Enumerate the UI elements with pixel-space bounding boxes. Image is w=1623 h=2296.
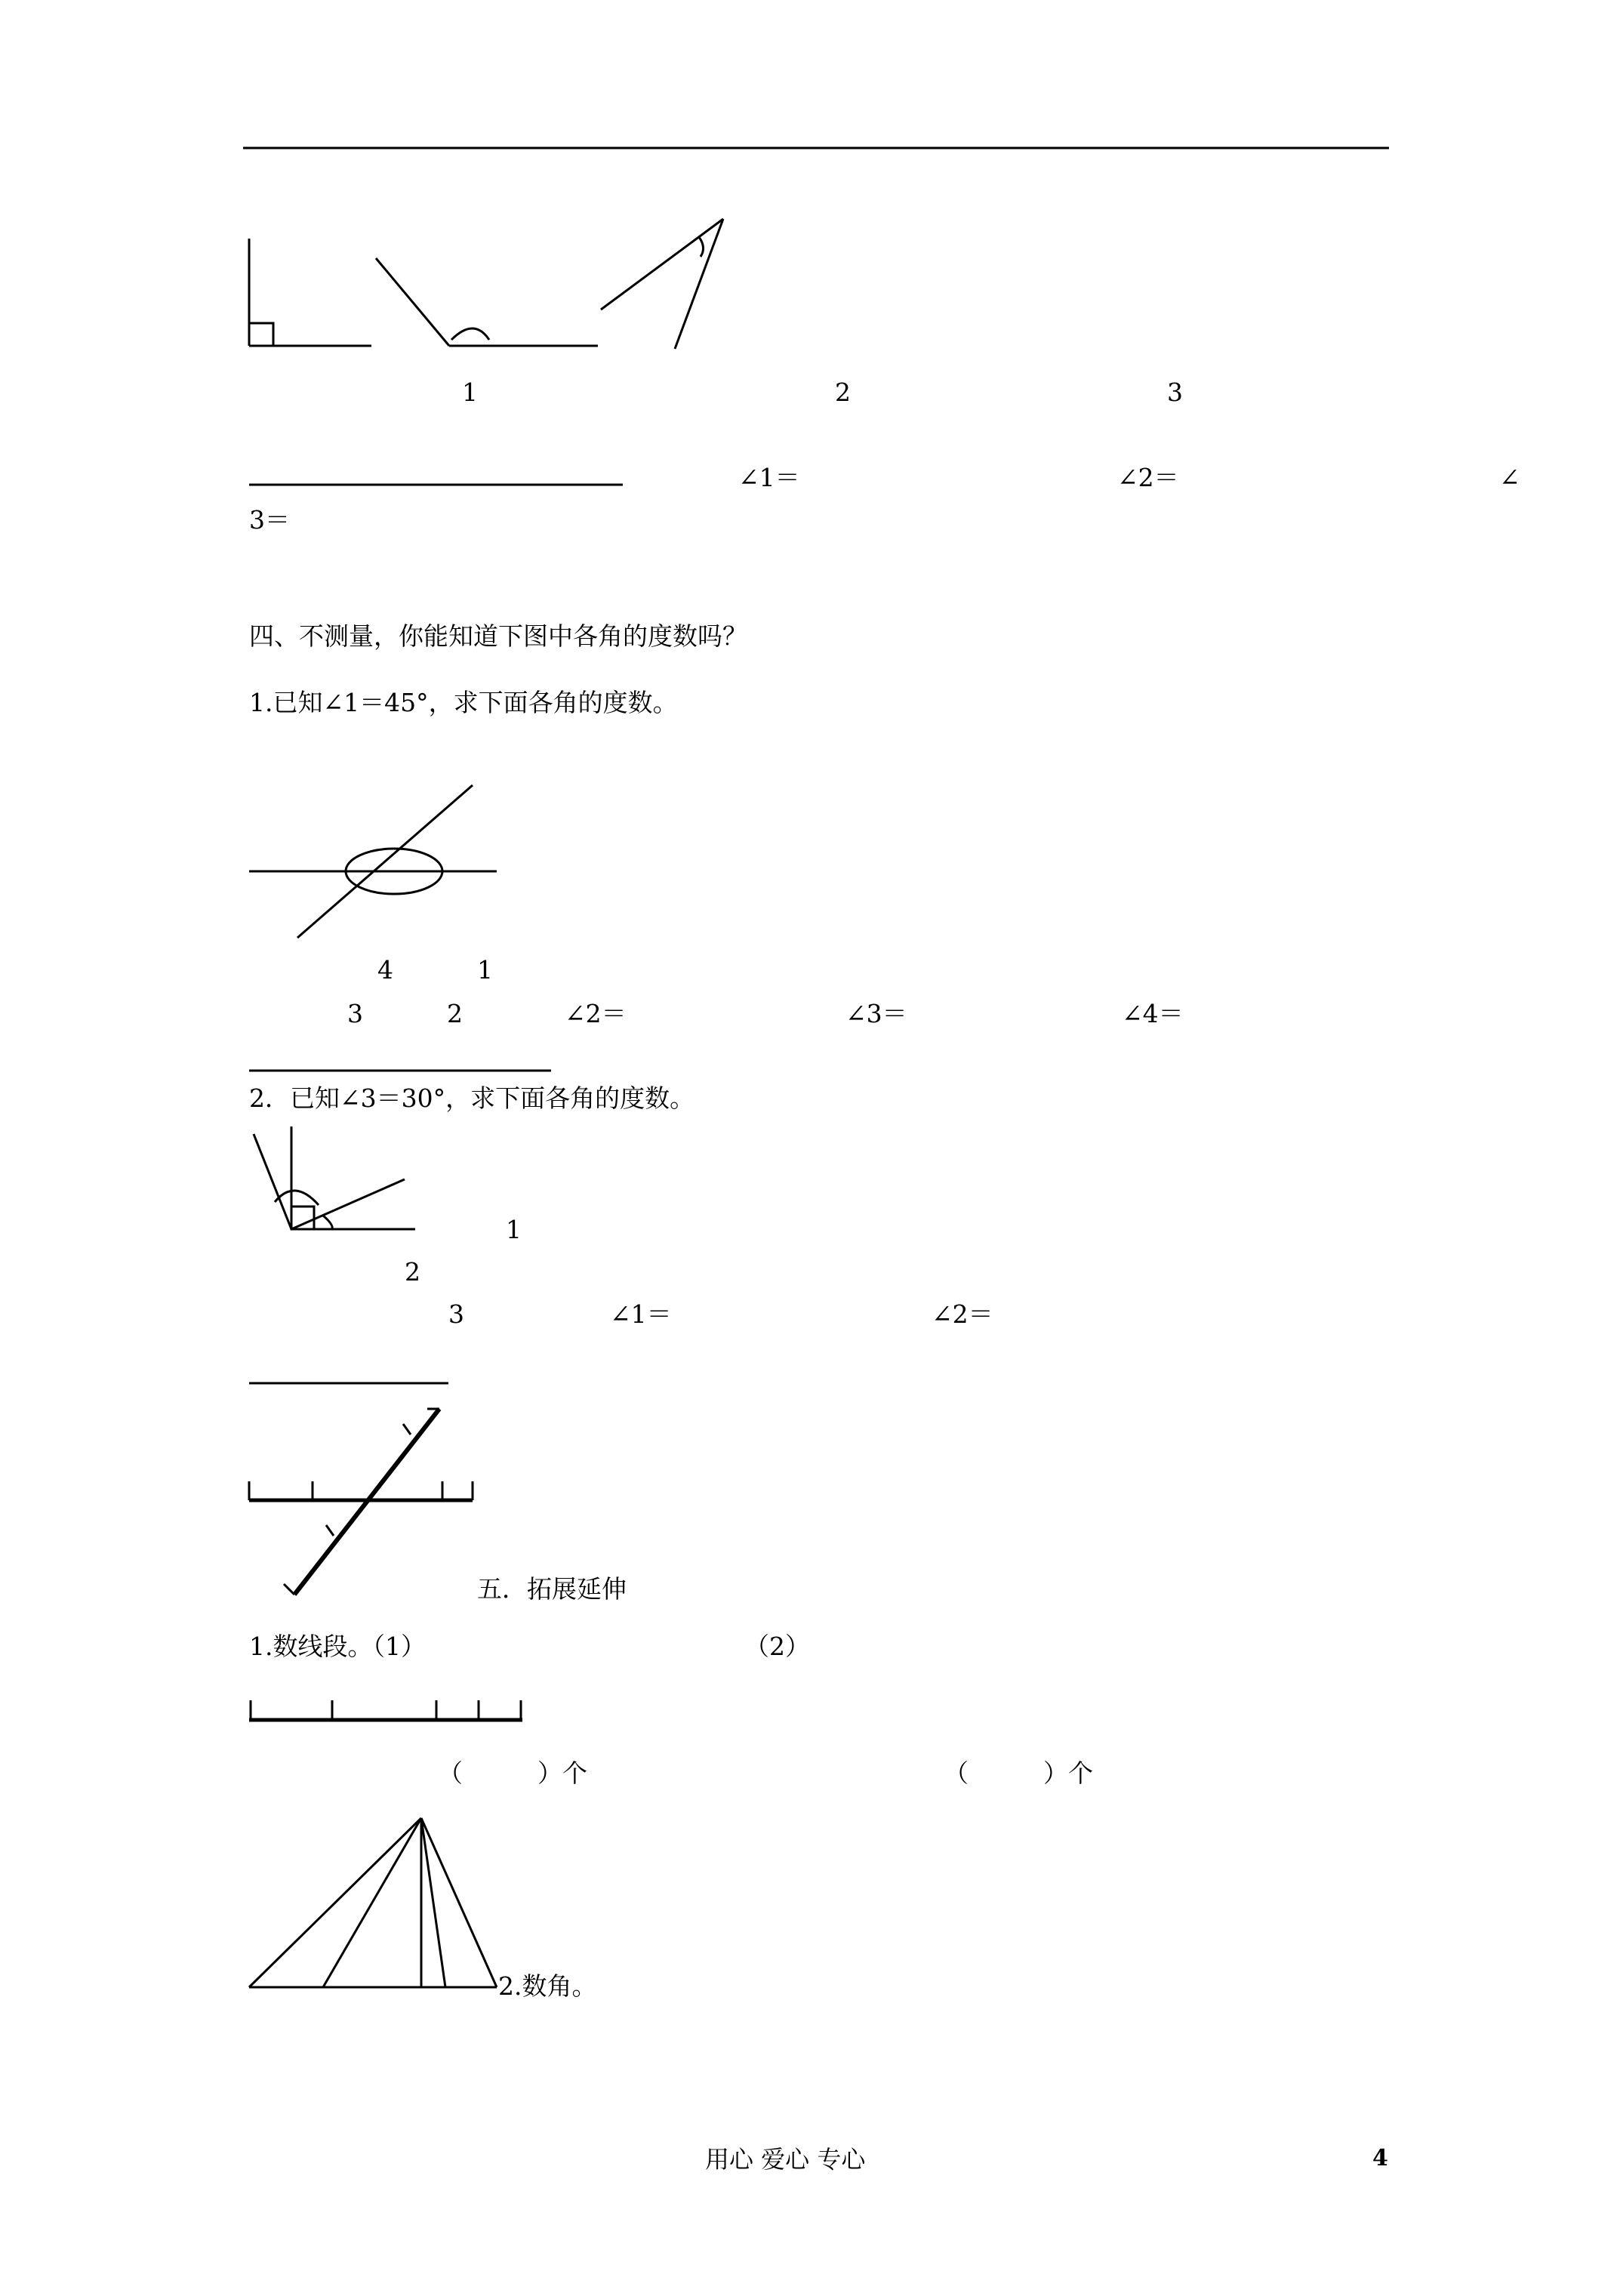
section-heading-4: 四、不测量，你能知道下图中各角的度数吗？: [249, 621, 747, 651]
question-4-1: 1.已知∠1＝45°，求下面各角的度数。: [249, 688, 678, 717]
angle-label-4: 4: [377, 955, 393, 985]
angle-label-3: 3: [448, 1299, 464, 1329]
count-blank-2: （ ）个: [944, 1758, 1093, 1788]
crossing-lines-figure: [249, 1409, 473, 1595]
figure-label-3: 3: [1167, 378, 1183, 407]
intersecting-lines-figure: [249, 785, 497, 938]
acute-angle-figure: [601, 219, 723, 349]
angles-figure: [254, 1126, 415, 1229]
question-5-1-part-2: （2）: [744, 1632, 810, 1661]
section-heading-5: 五．拓展延伸: [477, 1574, 627, 1604]
angle-label-3: 3: [347, 999, 363, 1028]
figure-label-1: 1: [462, 378, 478, 407]
angle-label-1: 1: [506, 1215, 522, 1244]
right-angle-figure: [249, 239, 371, 346]
footer-text: 用心 爱心 专心: [705, 2145, 866, 2174]
question-4-2: 2．已知∠3＝30°，求下面各角的度数。: [249, 1083, 695, 1113]
answer-q1-angle-4: ∠4＝: [1122, 999, 1184, 1028]
page-number: 4: [1372, 2145, 1388, 2171]
segment-ruler-figure: [249, 1700, 522, 1720]
question-5-2: 2.数角。: [498, 1971, 597, 2001]
answer-q2-angle-1: ∠1＝: [610, 1299, 672, 1329]
answer-q1-angle-2: ∠2＝: [565, 999, 627, 1028]
angle-fan-figure: [249, 1818, 497, 1987]
answer-angle-3-start: ∠: [1499, 463, 1520, 492]
obtuse-angle-figure: [376, 258, 598, 346]
angle-label-2: 2: [447, 999, 463, 1028]
count-blank-1: （ ）个: [438, 1758, 587, 1788]
question-5-1: 1.数线段。（1）: [249, 1632, 426, 1661]
angle-label-2: 2: [405, 1257, 420, 1287]
answer-angle-2: ∠2＝: [1117, 463, 1179, 492]
answer-angle-1: ∠1＝: [738, 463, 800, 492]
answer-q1-angle-3: ∠3＝: [845, 999, 907, 1028]
answer-angle-3-end: 3＝: [249, 505, 290, 535]
angle-label-1: 1: [477, 955, 493, 985]
figure-label-2: 2: [835, 378, 851, 407]
answer-q2-angle-2: ∠2＝: [932, 1299, 993, 1329]
